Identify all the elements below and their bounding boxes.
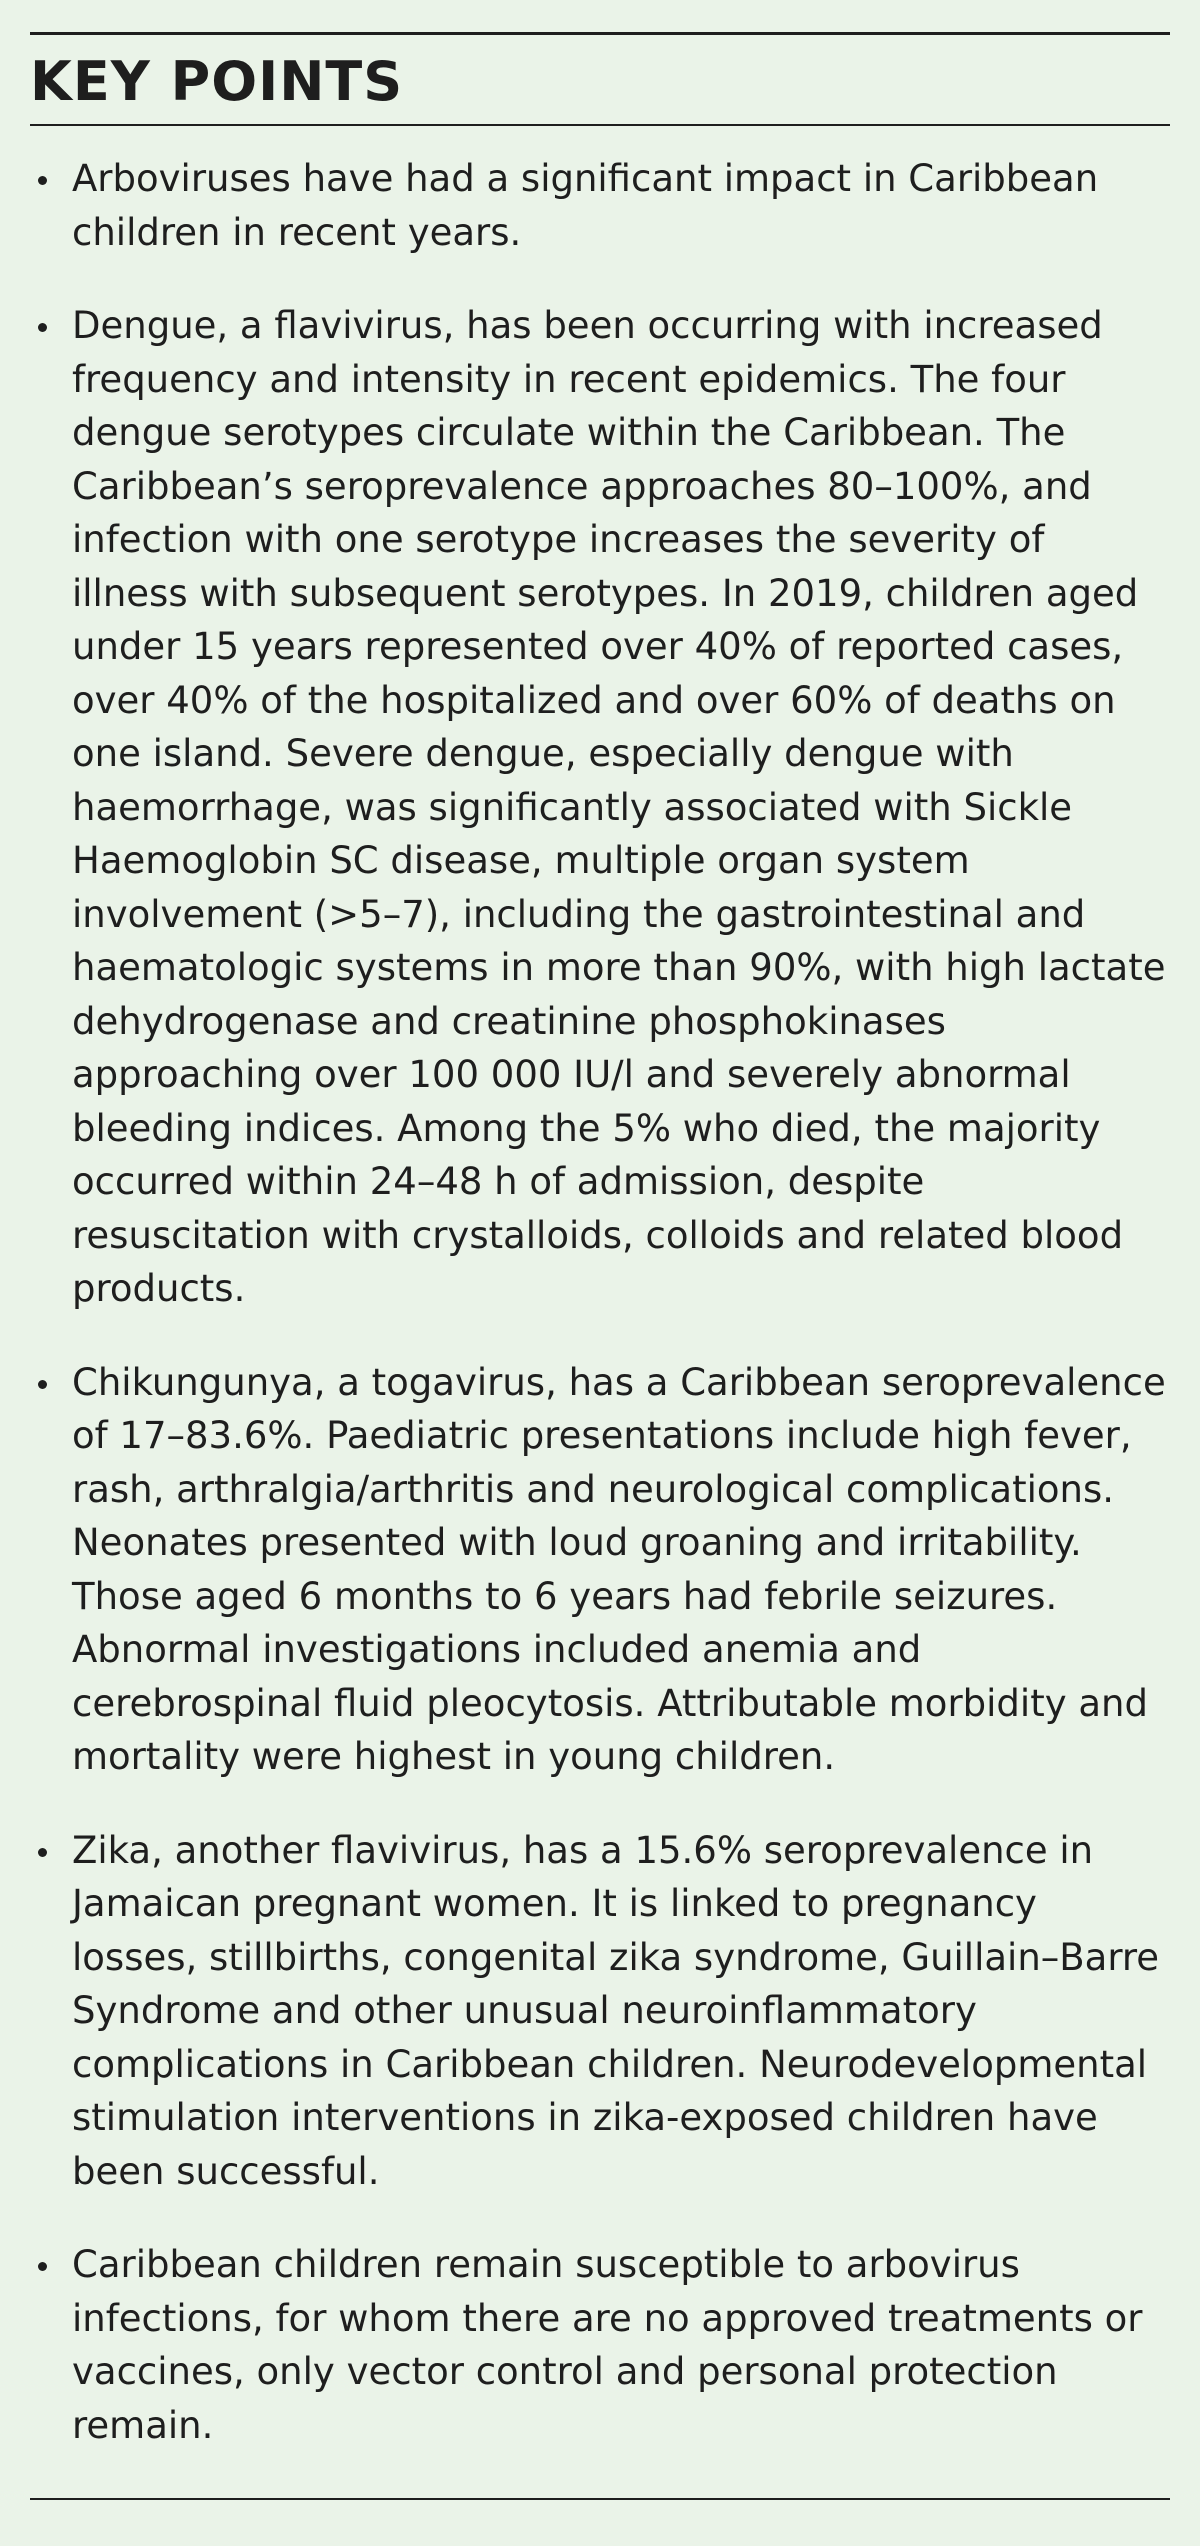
bottom-rule [30,2498,1170,2500]
key-point [30,299,1170,1316]
title-rule [30,124,1170,126]
key-point-text: Dengue, a flavivirus, has been occurring with increased frequency and intensity in recent epidemics. The four dengue serotypes circulate within the Caribbean. The Caribbean’s seroprevalence approaches 80–100%, and infection with one serotype increases the severity of illness with subsequent serotypes. In 2019, children aged under 15 years represented over 40% of reported cases, over 40% of the hospitalized and over 60% of deaths on one island. Severe dengue, especially dengue with haemorrhage, was significantly associated with Sickle Haemoglobin SC disease, multiple organ system involvement (>5–7), including the gastrointestinal and haematologic systems in more than 90%, with high lactate dehydrogenase and creatinine phosphokinases approaching over 100 000 IU/l and severely abnormal bleeding indices. Among the 5% who died, the majority occurred within 24–48 h of admission, despite resuscitation with crystalloids, colloids and related blood products. [72,304,1166,1310]
bullet-icon [38,1380,47,1389]
box-title: KEY POINTS [30,50,404,113]
key-point [30,152,1170,259]
bullet-icon [38,1848,47,1857]
key-point [30,2238,1170,2452]
key-point-text: Chikungunya, a togavirus, has a Caribbean seroprevalence of 17–83.6%. Paediatric presentations include high fever, rash, arthralgia/arthritis and neurological complications. Neonates presented with loud groaning and irritability. Those aged 6 months to 6 years had febrile seizures. Abnormal investigations included anemia and cerebrospinal fluid pleocytosis. Attributable morbidity and mortality were highest in young children. [72,1360,1166,1778]
key-point-text: Zika, another flavivirus, has a 15.6% seroprevalence in Jamaican pregnant women. It is linked to pregnancy losses, stillbirths, congenital zika syndrome, Guillain–Barre Syndrome and other unusual neuroinflammatory complications in Caribbean children. Neurodevelopmental stimulation interventions in zika-exposed children have been successful. [72,1828,1160,2193]
key-point-text: Caribbean children remain susceptible to arbovirus infections, for whom there are no approved treatments or vaccines, only vector control and personal protection remain. [72,2243,1143,2447]
bullet-icon [38,176,47,185]
bullet-icon [38,323,47,332]
top-rule [30,32,1170,35]
bullet-icon [38,2262,47,2271]
key-point-text: Arboviruses have had a significant impact in Caribbean children in recent years. [72,157,1099,254]
key-point [30,1824,1170,2199]
key-point [30,1356,1170,1784]
key-points-list [30,152,1170,2492]
